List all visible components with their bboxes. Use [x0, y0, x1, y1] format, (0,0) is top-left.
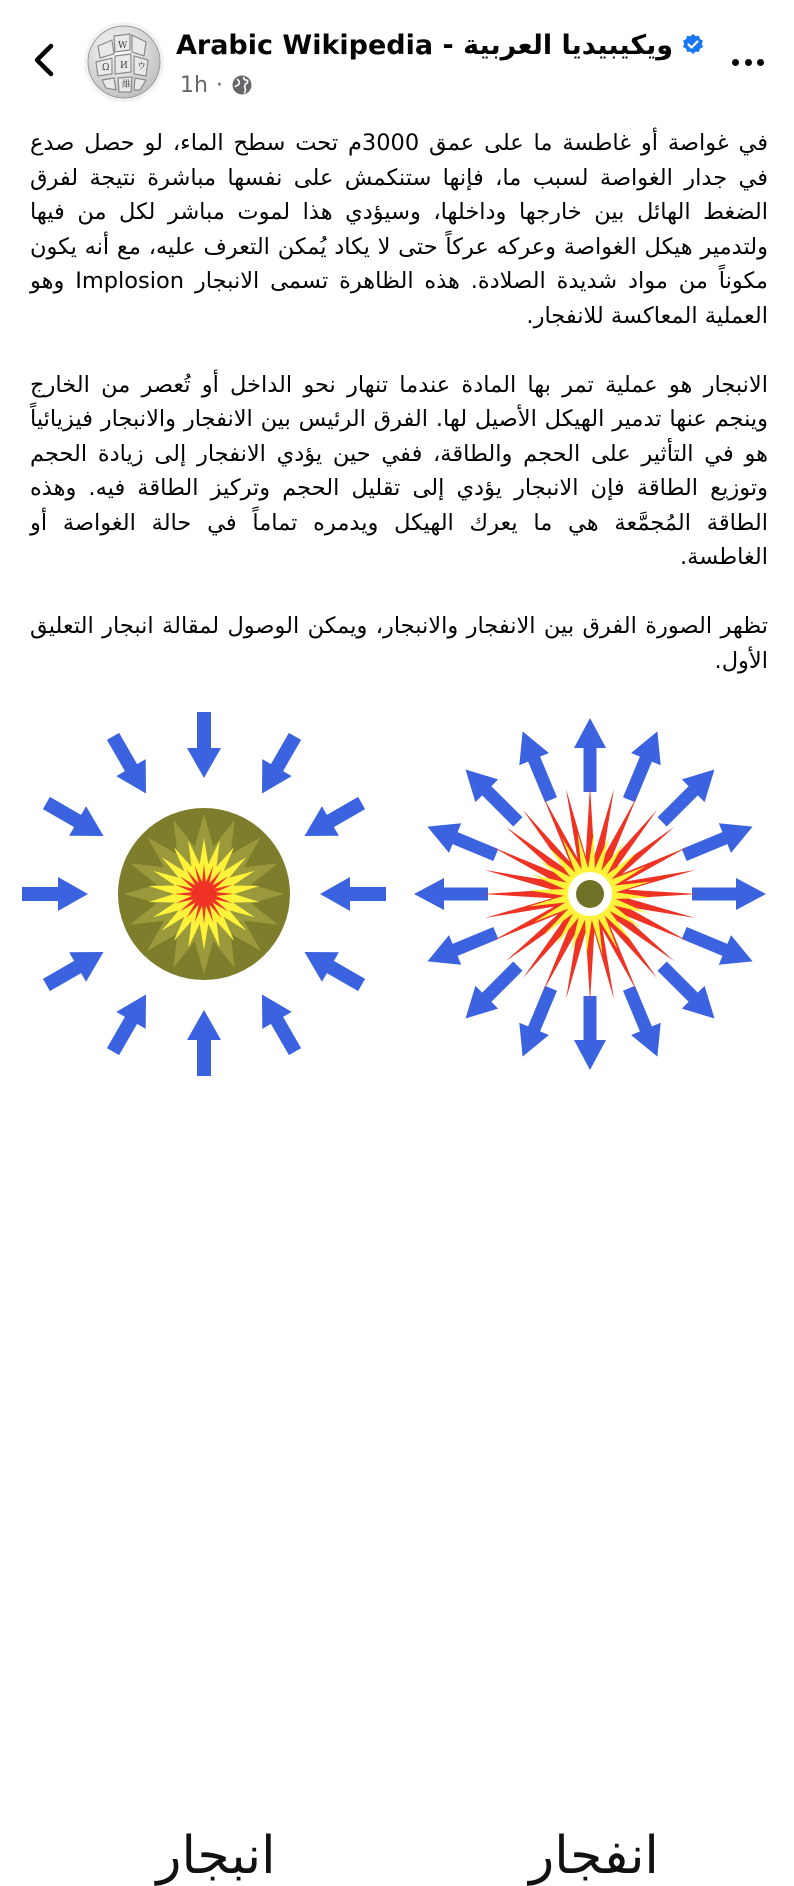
explosion-diagram: [414, 718, 766, 1070]
wikipedia-globe-logo: [84, 22, 164, 102]
inward-arrow: [187, 1010, 221, 1076]
explosion-label: انفجار: [529, 1826, 659, 1886]
outward-arrow: [623, 986, 661, 1057]
outward-arrow: [414, 878, 488, 910]
outward-arrow: [519, 986, 557, 1057]
implosion-explosion-diagram: [0, 708, 794, 1200]
inward-arrow: [305, 797, 366, 836]
post-paragraph: تظهر الصورة الفرق بين الانفجار والانبجار، ويمكن الوصول لمقالة انبجار التعليق الأول.: [30, 613, 768, 674]
page-avatar[interactable]: [84, 22, 164, 102]
post-time[interactable]: 1h: [180, 72, 208, 98]
inward-arrow: [187, 712, 221, 778]
verified-badge-icon: [681, 33, 705, 57]
inward-arrow: [43, 797, 104, 836]
chevron-left-icon: [31, 43, 57, 77]
post-header: [0, 0, 794, 110]
outward-arrow: [658, 770, 715, 827]
svg-text:維: 維: [122, 80, 132, 90]
post-meta: [180, 68, 253, 102]
inward-arrow: [107, 995, 146, 1056]
page-name[interactable]: [176, 24, 736, 66]
meta-separator: ·: [215, 72, 223, 98]
outward-arrow: [466, 962, 523, 1019]
inward-arrow: [305, 952, 366, 991]
outward-arrow: [623, 731, 661, 802]
outward-arrow: [682, 927, 753, 965]
outward-arrow: [682, 823, 753, 861]
more-options-button[interactable]: [724, 44, 772, 80]
back-button[interactable]: [24, 40, 64, 80]
svg-text:W: W: [118, 41, 128, 51]
implosion-diagram: [22, 712, 386, 1076]
outward-arrow: [427, 823, 498, 861]
more-dot: [745, 59, 752, 66]
post-paragraph: الانبجار هو عملية تمر بها المادة عندما تنهار نحو الداخل أو تُعصر من الخارج وينجم عنها تدمير الهيكل الأصيل لها. الفرق الرئيس بين الانفجار والانبجار فيزيائياً هو في التأثير على الحجم والطاقة، ففي حين يؤدي الانفجار إلى زيادة الحجم وتوزيع الطاقة فإن الانبجار يؤدي إلى تقليل الحجم وتركيز الطاقة فيه. وهذه الطاقة المُجمَّعة هي ما يعرك الهيكل ويدمره تماماً في حالة الغواصة أو الغاطسة.: [30, 371, 768, 570]
inward-arrow: [22, 877, 88, 911]
outward-arrow: [692, 878, 766, 910]
post-paragraph: في غواصة أو غاطسة ما على عمق 3000م تحت سطح الماء، لو حصل صدع في جدار الغواصة لسبب ما، فإنها ستنكمش على نفسها مباشرة نتيجة لفرق الضغط الهائل بين خارجها وداخلها، وسيؤدي هذا لموت مباشر لكل من فيها ولتدمير هيكل الغواصة وعركه عركاً حتى لا يكاد يُمكن التعرف عليه، مع أنه يكون مكوناً من مواد شديدة الصلادة. هذه الظاهرة تسمى الانبجار Implosion وهو العملية المعاكسة للانفجار.: [30, 130, 768, 329]
inward-arrow: [320, 877, 386, 911]
explosion-core: [576, 880, 604, 908]
outward-arrow: [427, 927, 498, 965]
implosion-label: انبجار: [156, 1826, 276, 1886]
post-image[interactable]: [0, 708, 794, 1886]
outward-arrow: [574, 996, 606, 1070]
outward-arrow: [658, 962, 715, 1019]
svg-text:Ω: Ω: [102, 63, 110, 73]
more-dot: [732, 59, 739, 66]
globe-icon: [231, 74, 253, 96]
more-dot: [757, 59, 764, 66]
inward-arrow: [107, 733, 146, 794]
inward-arrow: [262, 733, 301, 794]
svg-text:И: И: [120, 61, 128, 71]
inward-arrow: [262, 995, 301, 1056]
outward-arrow: [519, 731, 557, 802]
outward-arrow: [574, 718, 606, 792]
page-name-text[interactable]: Arabic Wikipedia - ويكيبيديا العربية: [176, 29, 674, 61]
post-body: [30, 126, 768, 678]
svg-text:ウ: ウ: [137, 62, 147, 72]
inward-arrow: [43, 952, 104, 991]
outward-arrow: [466, 770, 523, 827]
